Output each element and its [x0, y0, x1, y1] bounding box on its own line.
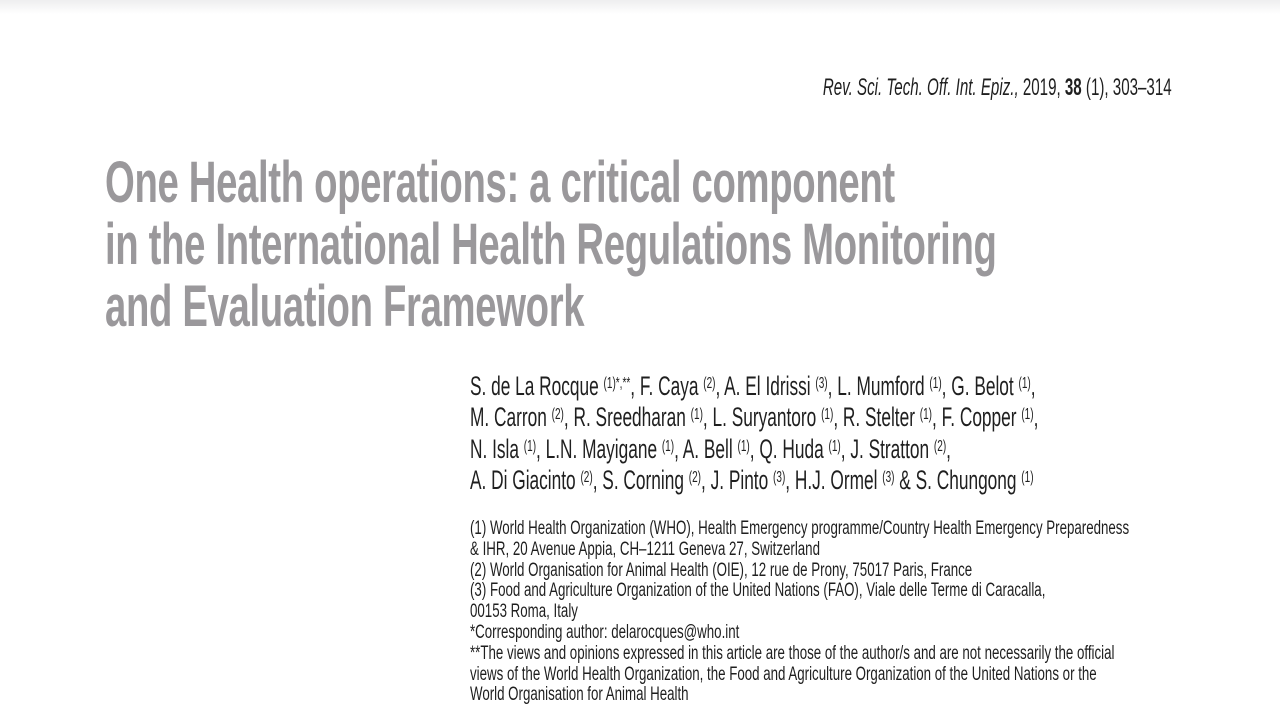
- affiliation-line: (3) Food and Agriculture Organization of the United Nations (FAO), Viale delle Terme di Caracalla,: [470, 580, 1046, 602]
- author-affiliation-superscript: (1): [523, 437, 537, 455]
- article-title-line: One Health operations: a critical component: [105, 150, 895, 215]
- author-affiliation-superscript: (1): [1021, 406, 1034, 424]
- author-list: [470, 371, 1038, 496]
- author-affiliation-superscript: (2): [703, 374, 716, 392]
- author-name-text: , R. Stelter: [833, 402, 920, 433]
- author-affiliation-superscript: (1): [1018, 374, 1031, 392]
- author-affiliation-superscript: (1): [661, 437, 675, 455]
- citation-segment: (1), 303–314: [1082, 74, 1172, 101]
- author-affiliation-superscript: (1): [828, 437, 841, 455]
- author-name-text: N. Isla: [470, 433, 524, 464]
- author-affiliation-superscript: (1): [690, 406, 703, 424]
- author-line: [470, 465, 1038, 496]
- citation-segment: 2019,: [1018, 74, 1066, 101]
- author-line: [470, 434, 1038, 465]
- author-affiliation-superscript: (1)*,**: [603, 374, 631, 392]
- author-line: [470, 402, 1038, 433]
- author-name-text: , R. Sreedharan: [563, 402, 691, 433]
- affiliation-line: views of the World Health Organization, the Food and Agriculture Organization of the United Nations or the: [470, 663, 1097, 685]
- author-affiliation-superscript: (2): [688, 468, 701, 486]
- author-name-text: , J. Pinto: [700, 464, 774, 495]
- author-name-text: , H.J. Ormel: [785, 464, 883, 495]
- affiliation-line: **The views and opinions expressed in this article are those of the author/s and are not necessarily the official: [470, 642, 1115, 664]
- author-line: [470, 371, 1038, 402]
- author-name-text: , S. Corning: [592, 464, 689, 495]
- author-name-text: , L. Mumford: [827, 371, 930, 401]
- author-name-text: , L. Suryantoro: [702, 402, 822, 433]
- author-affiliation-superscript: (1): [737, 437, 750, 455]
- author-affiliation-superscript: (1): [929, 374, 942, 392]
- author-name-text: , A. Bell: [674, 433, 738, 464]
- article-title-line: in the International Health Regulations Monitoring: [105, 212, 997, 277]
- author-name-text: S. de La Rocque: [470, 371, 604, 401]
- author-affiliation-superscript: (2): [580, 468, 593, 486]
- author-affiliation-superscript: (2): [551, 406, 564, 424]
- author-name-text: , F. Copper: [932, 402, 1022, 433]
- author-affiliation-superscript: (2): [933, 437, 947, 455]
- affiliation-line: (1) World Health Organization (WHO), Health Emergency programme/Country Health Emergency Preparedness: [470, 518, 1130, 539]
- affiliation-line: (2) World Organisation for Animal Health (OIE), 12 rue de Prony, 75017 Paris, France: [470, 559, 973, 581]
- author-affiliation-superscript: (1): [1021, 468, 1034, 486]
- affiliation-line: & IHR, 20 Avenue Appia, CH–1211 Geneva 27, Switzerland: [470, 538, 820, 560]
- author-name-text: M. Carron: [470, 402, 552, 433]
- author-affiliation-superscript: (1): [821, 406, 834, 424]
- author-name-text: , F. Caya: [630, 371, 704, 401]
- page-top-shadow: [0, 0, 1280, 14]
- author-affiliation-superscript: (3): [882, 468, 895, 486]
- author-affiliation-superscript: (3): [815, 374, 828, 392]
- author-name-text: ,: [1030, 371, 1036, 401]
- author-name-text: A. Di Giacinto: [470, 464, 581, 495]
- journal-citation: [823, 75, 1172, 101]
- affiliation-line: World Organisation for Animal Health: [470, 684, 689, 706]
- affiliations-footnotes: [470, 519, 1129, 706]
- author-name-text: & S. Chungong: [894, 464, 1022, 495]
- author-name-text: , A. El Idrissi: [715, 371, 816, 401]
- author-affiliation-superscript: (1): [919, 406, 932, 424]
- author-name-text: , L.N. Mayigane: [536, 433, 662, 464]
- author-name-text: ,: [1033, 402, 1039, 433]
- author-name-text: ,: [946, 433, 951, 464]
- article-title: [105, 152, 997, 338]
- citation-segment: 38: [1065, 74, 1083, 101]
- article-title-line: and Evaluation Framework: [105, 274, 585, 339]
- author-affiliation-superscript: (3): [773, 468, 786, 486]
- affiliation-line: *Corresponding author: delarocques@who.int: [470, 621, 740, 643]
- citation-segment: Rev. Sci. Tech. Off. Int. Epiz.,: [823, 74, 1019, 101]
- author-name-text: , J. Stratton: [840, 433, 934, 464]
- affiliation-line: 00153 Roma, Italy: [470, 601, 578, 623]
- author-name-text: , G. Belot: [941, 371, 1019, 401]
- author-name-text: , Q. Huda: [749, 433, 829, 464]
